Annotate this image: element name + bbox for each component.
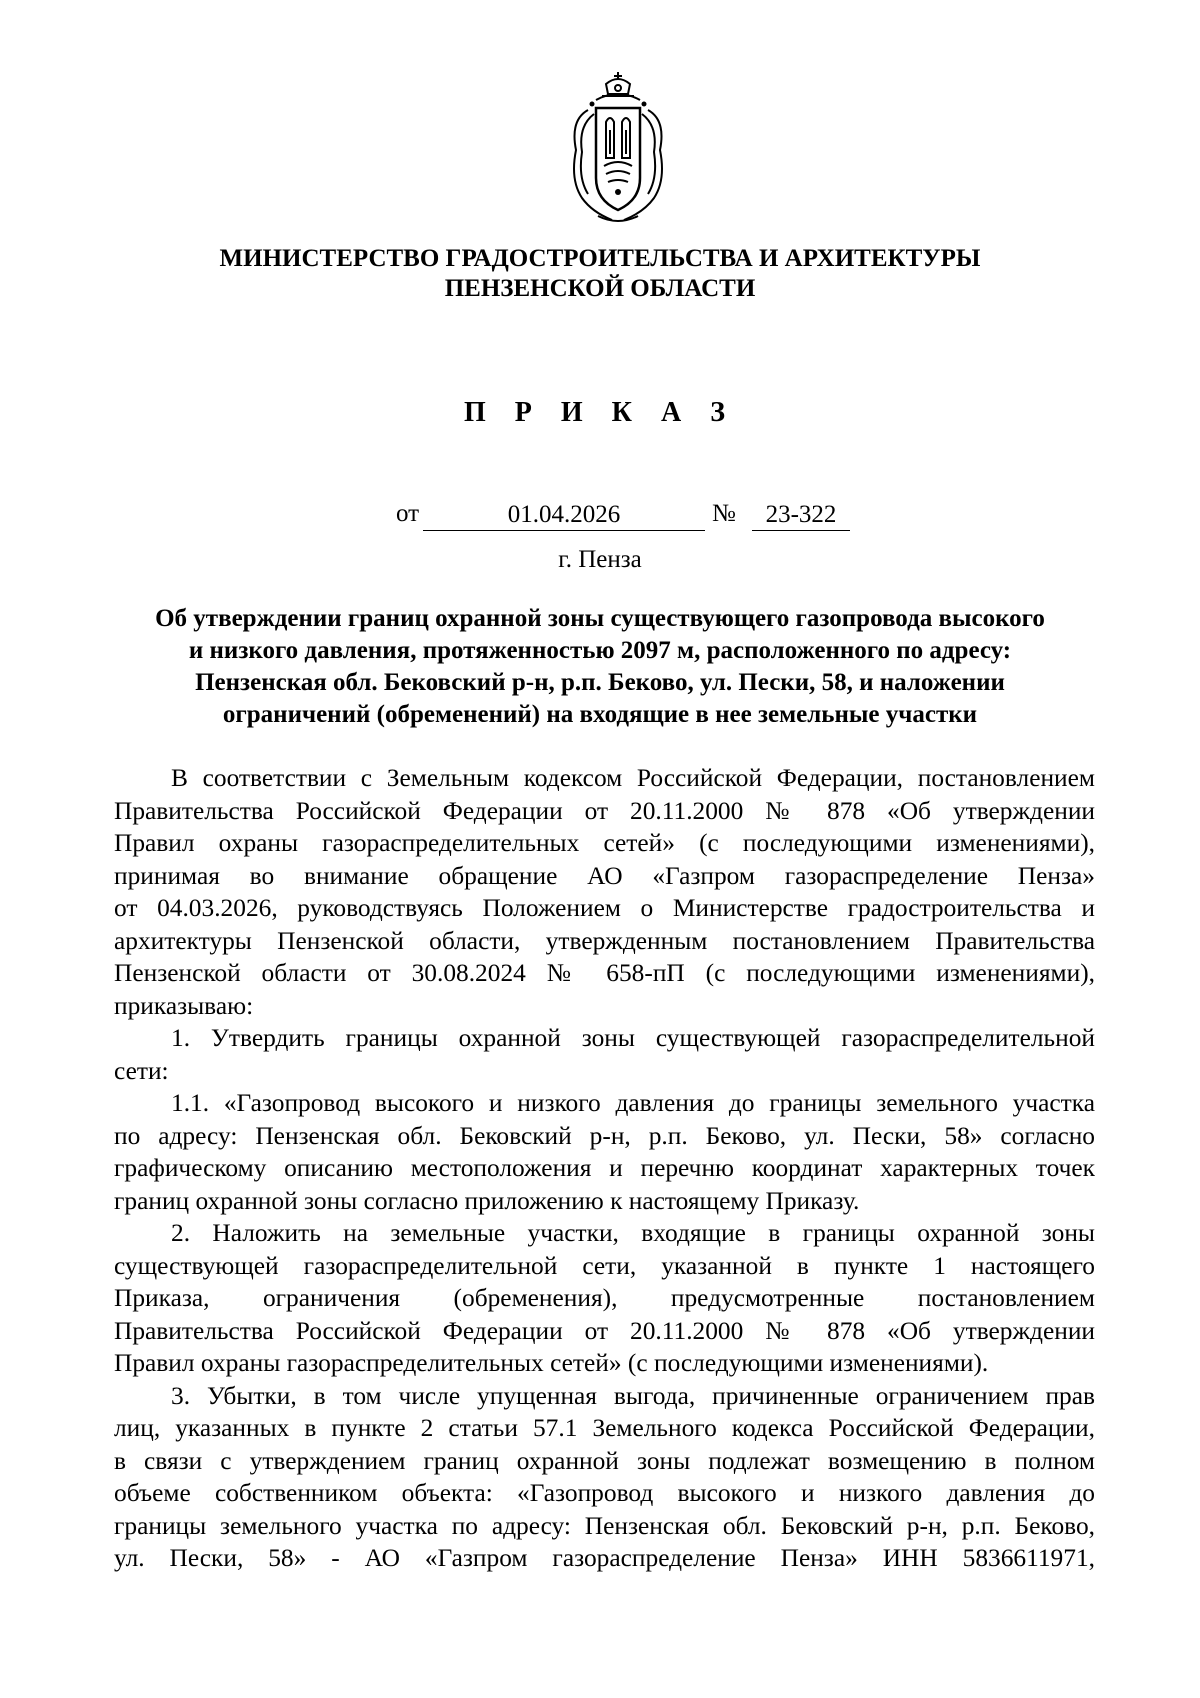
body-line: по адресу: Пензенская обл. Бековский р-н, р.п. Беково, ул. Пески, 58» согласно — [114, 1121, 1095, 1150]
body-line: сети: — [114, 1056, 169, 1085]
title-line: Пензенская обл. Бековский р-н, р.п. Беково, ул. Пески, 58, и наложении — [195, 669, 1005, 696]
body-line: приказываю: — [114, 991, 254, 1020]
document-number: 23-322 — [752, 500, 850, 531]
document-title — [110, 603, 1090, 731]
date-prefix: от — [396, 500, 420, 527]
body-line: от 04.03.2026, руководствуясь Положением о Министерстве градостроительства и — [114, 894, 1095, 922]
penza-region-coat-of-arms-icon — [562, 70, 674, 226]
body-line: архитектуры Пензенской области, утвержденным постановлением Правительства — [114, 926, 1095, 955]
body-line: 3. Убытки, в том числе упущенная выгода, причиненные ограничением прав — [171, 1381, 1095, 1410]
document-type: П Р И К А З — [464, 397, 736, 428]
number-sign: № — [712, 500, 736, 527]
body-line: Правительства Российской Федерации от 20.11.2000 № 878 «Об утверждении — [114, 1316, 1095, 1345]
body-line: 1.1. «Газопровод высокого и низкого давления до границы земельного участка — [171, 1089, 1095, 1117]
body-line: существующей газораспределительной сети, указанной в пункте 1 настоящего — [114, 1251, 1095, 1280]
body-line: Приказа, ограничения (обременения), предусмотренные постановлением — [114, 1284, 1095, 1312]
body-line: 1. Утвердить границы охранной зоны существующей газораспределительной — [171, 1024, 1095, 1052]
body-line: объеме собственником объекта: «Газопровод высокого и низкого давления до — [114, 1479, 1095, 1507]
body-line: В соответствии с Земельным кодексом Российской Федерации, постановлением — [171, 764, 1095, 792]
body-line: Правительства Российской Федерации от 20.11.2000 № 878 «Об утверждении — [114, 796, 1095, 825]
ministry-name-line1: МИНИСТЕРСТВО ГРАДОСТРОИТЕЛЬСТВА И АРХИТЕКТУРЫ — [219, 245, 981, 272]
body-line: принимая во внимание обращение АО «Газпром газораспределение Пенза» — [114, 861, 1095, 890]
body-line: Правил охраны газораспределительных сетей» (с последующими изменениями). — [114, 1349, 989, 1377]
body-line: Правил охраны газораспределительных сетей» (с последующими изменениями), — [114, 829, 1095, 857]
document-date: 01.04.2026 — [423, 500, 705, 531]
body-line: Пензенской области от 30.08.2024 № 658-пП (с последующими изменениями), — [114, 959, 1095, 987]
title-line: и низкого давления, протяженностью 2097 м, расположенного по адресу: — [188, 637, 1012, 664]
body-line: лиц, указанных в пункте 2 статьи 57.1 Земельного кодекса Российской Федерации, — [114, 1414, 1095, 1442]
document-body — [114, 762, 1095, 1575]
ministry-name-line2: ПЕНЗЕНСКОЙ ОБЛАСТИ — [444, 275, 756, 302]
body-line: в связи с утверждением границ охранной зоны подлежат возмещению в полном — [114, 1446, 1095, 1475]
body-line: границ охранной зоны согласно приложению к настоящему Приказу. — [114, 1186, 860, 1215]
body-line: графическому описанию местоположения и перечню координат характерных точек — [114, 1154, 1095, 1182]
body-line: ул. Пески, 58» - АО «Газпром газораспределение Пенза» ИНН 5836611971, — [114, 1544, 1095, 1572]
title-line: ограничений (обременений) на входящие в нее земельные участки — [222, 701, 978, 728]
body-line: 2. Наложить на земельные участки, входящие в границы охранной зоны — [171, 1219, 1095, 1247]
title-line: Об утверждении границ охранной зоны существующего газопровода высокого — [155, 605, 1045, 632]
city: г. Пенза — [558, 546, 642, 573]
body-line: границы земельного участка по адресу: Пензенская обл. Бековский р-н, р.п. Беково, — [114, 1511, 1095, 1540]
